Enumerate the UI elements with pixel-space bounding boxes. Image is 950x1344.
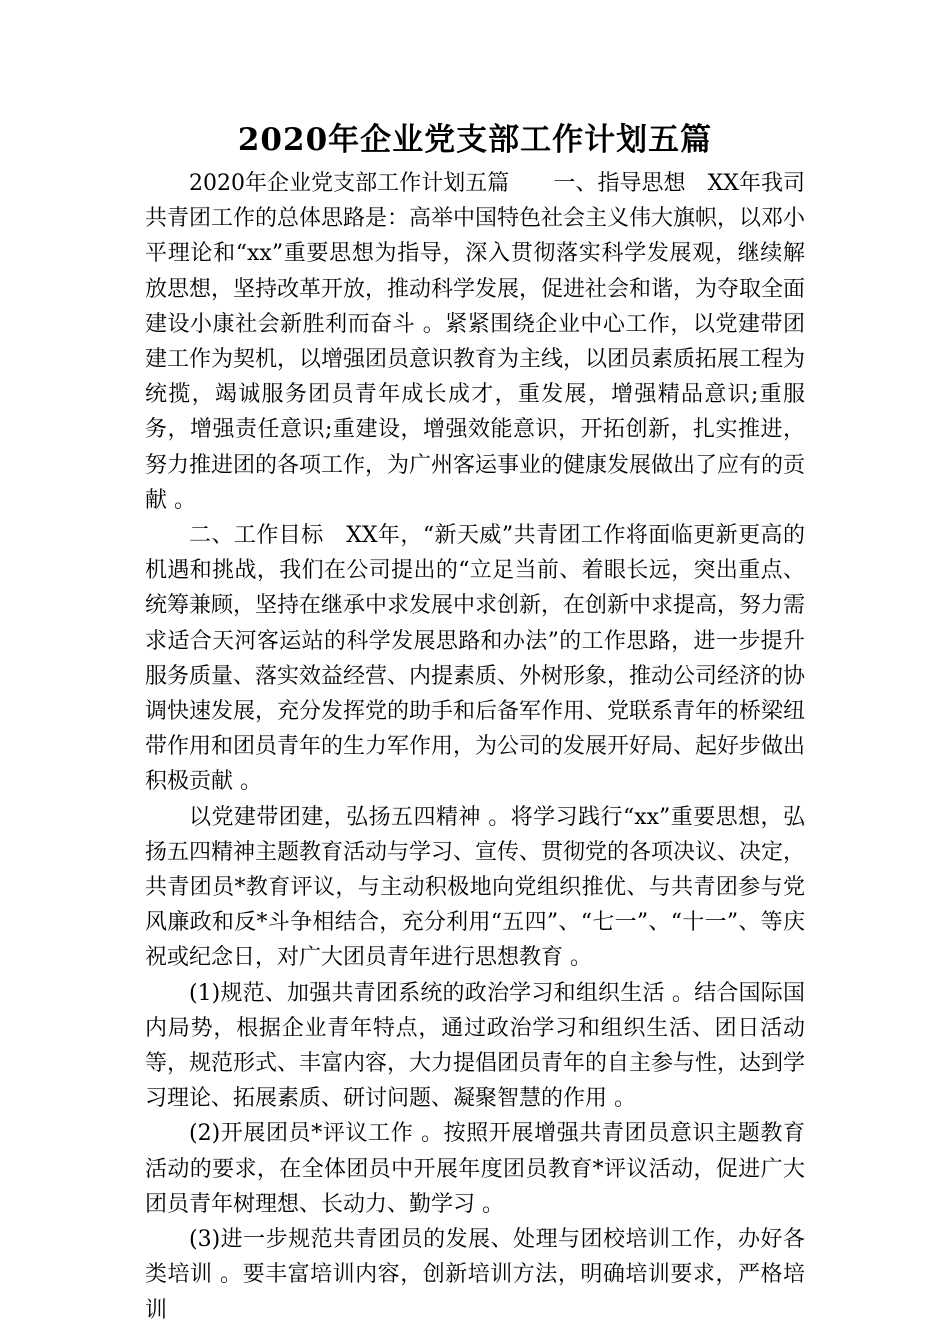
paragraph-party-building: 以党建带团建，弘扬五四精神 。将学习践行“xx”重要思想，弘扬五四精神主题教育活动与学习、宣传、贯彻党的各项决议、决定，共青团员*教育评议，与主动积极地向党组织推优、与共青团参与党风廉政和反*斗争相结合，充分利用“五四”、“七一”、“十一”、等庆祝或纪念日，对广大团员青年进行思想教育 。 — [145, 804, 806, 971]
document-body — [145, 166, 805, 1328]
paragraph-intro-guiding-thought: 2020年企业党支部工作计划五篇 一、指导思想 XX年我司共青团工作的总体思路是：高举中国特色社会主义伟大旗帜，以邓小平理论和“xx”重要思想为指导，深入贯彻落实科学发展观，继续解放思想，坚持改革开放，推动科学发展，促进社会和谐，为夺取全面建设小康社会新胜利而奋斗 。紧紧围绕企业中心工作，以党建带团建工作为契机，以增强团员意识教育为主线，以团员素质拓展工程为统揽，竭诚服务团员青年成长成才，重发展，增强精品意识;重服务，增强责任意识;重建设，增强效能意识，开拓创新，扎实推进，努力推进团的各项工作，为广州客运事业的健康发展做出了应有的贡献 。 — [145, 171, 806, 513]
document-title: 2020年企业党支部工作计划五篇 — [237, 122, 713, 158]
paragraph-work-goals: 二、工作目标 XX年，“新天威”共青团工作将面临更新更高的机遇和挑战，我们在公司提出的“立足当前、着眼长远，突出重点、统筹兼顾，坚持在继承中求发展中求创新，在创新中求提高，努力需求适合天河客运站的科学发展思路和办法”的工作思路，进一步提升服务质量、落实效益经营、内提素质、外树形象，推动公司经济的协调快速发展，充分发挥党的助手和后备军作用、党联系青年的桥梁纽带作用和团员青年的生力军作用，为公司的发展开好局、起好步做出积极贡献 。 — [145, 523, 806, 795]
paragraph-item-2: (2)开展团员*评议工作 。按照开展增强共青团员意识主题教育活动的要求，在全体团员中开展年度团员教育*评议活动，促进广大团员青年树理想、长动力、勤学习 。 — [145, 1121, 805, 1217]
paragraph-item-1: (1)规范、加强共青团系统的政治学习和组织生活 。结合国际国内局势，根据企业青年特点，通过政治学习和组织生活、团日活动等，规范形式、丰富内容，大力提倡团员青年的自主参与性，达到学习理论、拓展素质、研讨问题、凝聚智慧的作用 。 — [145, 980, 806, 1112]
paragraph-item-3: (3)进一步规范共青团员的发展、处理与团校培训工作，办好各类培训 。要丰富培训内容，创新培训方法，明确培训要求，严格培训 — [145, 1227, 805, 1323]
